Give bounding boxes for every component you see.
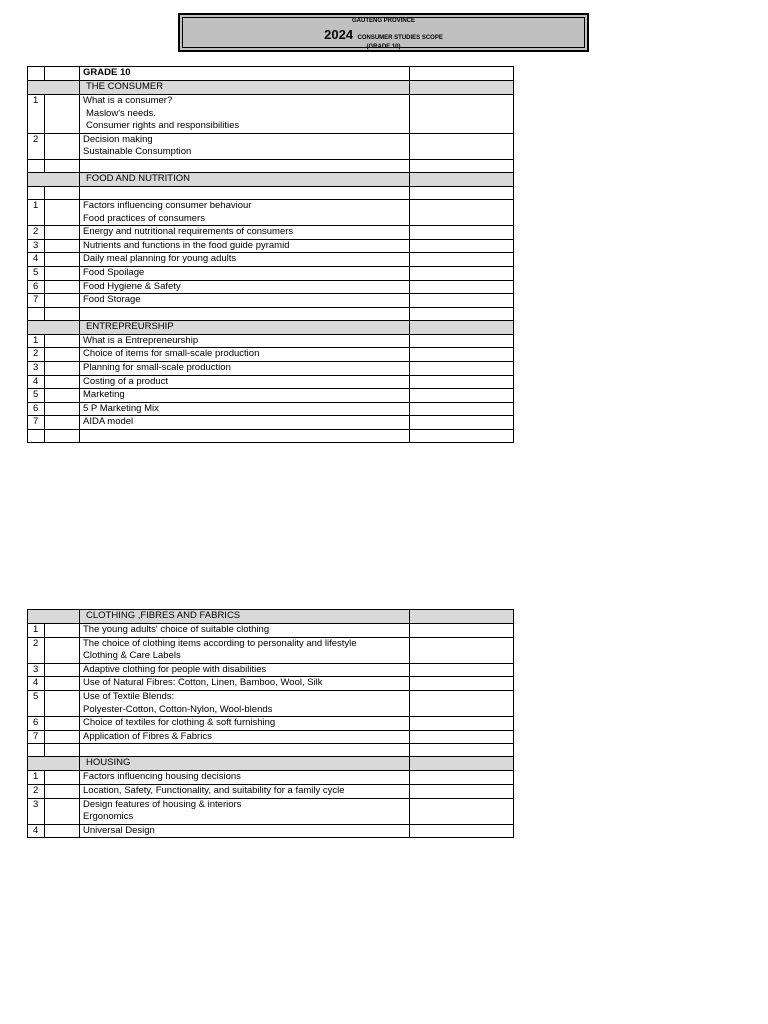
section-heading: THE CONSUMER [80,81,410,95]
empty-row [28,159,514,172]
grade-label: (GRADE 10) [366,44,401,50]
table-row [28,239,514,253]
topic-text: Consumer rights and responsibilities [86,120,240,132]
topic-text: Marketing [83,389,125,401]
topic-cell [80,717,410,731]
topic-text: Factors influencing housing decisions [83,771,241,783]
item-number: 1 [28,334,45,348]
topic-text: Choice of textiles for clothing & soft furnishing [83,717,276,729]
table-row [28,280,514,294]
item-number: 2 [28,226,45,240]
item-number: 3 [28,798,45,824]
topic-cell [80,199,410,225]
item-number: 5 [28,690,45,716]
topic-cell [80,334,410,348]
header-title-line [180,27,587,43]
topic-text: Choice of items for small-scale production [83,348,260,360]
topic-text: What is a consumer? [83,95,173,106]
topic-cell [80,771,410,785]
table-row [28,266,514,280]
item-number: 5 [28,266,45,280]
topic-text: 5 P Marketing Mix [83,402,159,414]
item-number: 6 [28,717,45,731]
item-number: 2 [28,348,45,362]
grade10-scope-table-continued [27,609,514,838]
topic-text: Planning for small-scale production [83,361,231,373]
topic-cell [80,389,410,403]
topic-text: Universal Design [83,824,155,836]
item-number: 3 [28,663,45,677]
item-number: 4 [28,677,45,691]
topic-text: Costing of a product [83,375,169,387]
item-number: 3 [28,239,45,253]
topic-cell [80,663,410,677]
topic-cell [80,294,410,308]
year-label: 2024 [324,27,354,42]
topic-cell [80,95,410,134]
scope-title: CONSUMER STUDIES SCOPE [357,35,443,41]
topic-cell [80,226,410,240]
table-row [28,389,514,403]
table-row [28,375,514,389]
topic-cell [80,361,410,375]
grade10-scope-table [27,66,514,443]
topic-text: Adaptive clothing for people with disabilities [83,663,267,675]
table-row [28,95,514,134]
item-number: 5 [28,389,45,403]
item-number: 1 [28,624,45,638]
topic-text: Use of Textile Blends: [83,690,175,702]
topic-text: Food Hygiene & Safety [83,280,181,292]
item-number: 4 [28,824,45,838]
item-number: 7 [28,730,45,744]
table-row [28,798,514,824]
table-row [28,253,514,267]
topic-text: The choice of clothing items according to personality and lifestyle [83,637,357,649]
table-row [28,784,514,798]
section-heading: FOOD AND NUTRITION [80,172,410,186]
topic-text: AIDA model [83,416,134,428]
table-row [28,771,514,785]
topic-cell [80,280,410,294]
topic-text: Sustainable Consumption [83,146,192,158]
table-row [28,824,514,838]
topic-text: Design features of housing & interiors [83,798,242,810]
topic-text: Factors influencing consumer behaviour [83,199,252,211]
topic-cell [80,824,410,838]
item-number: 3 [28,361,45,375]
topic-cell [80,266,410,280]
topic-text: The young adults' choice of suitable clothing [83,624,270,635]
topic-text: Food Spoilage [83,266,145,278]
item-number: 2 [28,637,45,663]
table-row [28,402,514,416]
topic-text: Location, Safety, Functionality, and suitability for a family cycle [83,784,345,796]
item-number: 6 [28,402,45,416]
section-entrepreneurship [28,320,514,334]
table-row [28,637,514,663]
table-row [28,730,514,744]
topic-text: Food Storage [83,294,141,306]
topic-cell [80,624,410,638]
table-row [28,717,514,731]
table-row [28,624,514,638]
table-row [28,334,514,348]
topic-text: Nutrients and functions in the food guide pyramid [83,239,290,251]
section-heading: HOUSING [80,757,410,771]
item-number: 2 [28,133,45,159]
topic-text: Food practices of consumers [83,212,205,224]
topic-cell [80,375,410,389]
section-heading: ENTREPREURSHIP [80,320,410,334]
topic-cell [80,239,410,253]
section-food-nutrition [28,172,514,186]
table-row [28,133,514,159]
item-number: 7 [28,294,45,308]
item-number: 4 [28,375,45,389]
topic-text: Decision making [83,133,153,145]
province-label: GAUTENG PROVINCE [351,18,415,24]
topic-cell [80,637,410,663]
topic-cell [80,784,410,798]
table-row [28,226,514,240]
item-number: 1 [28,771,45,785]
empty-row [28,744,514,757]
topic-cell [80,402,410,416]
document-header [178,13,589,52]
item-number: 2 [28,784,45,798]
table-row [28,294,514,308]
item-number: 1 [28,95,45,134]
section-consumer [28,81,514,95]
table-row [28,416,514,430]
topic-cell [80,798,410,824]
topic-text: Polyester-Cotton, Cotton-Nylon, Wool-blends [83,703,273,715]
item-number: 1 [28,199,45,225]
topic-text: Daily meal planning for young adults [83,253,237,265]
section-clothing [28,610,514,624]
section-housing [28,757,514,771]
empty-row [28,429,514,442]
table-row [28,663,514,677]
grade-heading-row [28,67,514,81]
topic-text: What is a Entrepreneurship [83,334,199,346]
table-row [28,690,514,716]
table-row [28,348,514,362]
item-number: 7 [28,416,45,430]
topic-cell [80,730,410,744]
topic-text: Clothing & Care Labels [83,650,181,662]
table-row [28,199,514,225]
topic-cell [80,348,410,362]
item-number: 4 [28,253,45,267]
grade-heading: GRADE 10 [80,67,410,81]
topic-cell [80,416,410,430]
table-row [28,677,514,691]
topic-text: Application of Fibres & Fabrics [83,730,212,742]
topic-text: Ergonomics [83,811,134,823]
table-row [28,361,514,375]
topic-text: Maslow's needs. [86,107,156,119]
topic-cell [80,253,410,267]
item-number: 6 [28,280,45,294]
section-heading: CLOTHING ,FIBRES AND FABRICS [80,610,410,624]
topic-text: Use of Natural Fibres: Cotton, Linen, Bamboo, Wool, Silk [83,677,323,689]
empty-row [28,186,514,199]
topic-cell [80,677,410,691]
empty-row [28,307,514,320]
topic-text: Energy and nutritional requirements of consumers [83,226,294,238]
topic-cell [80,133,410,159]
topic-cell [80,690,410,716]
